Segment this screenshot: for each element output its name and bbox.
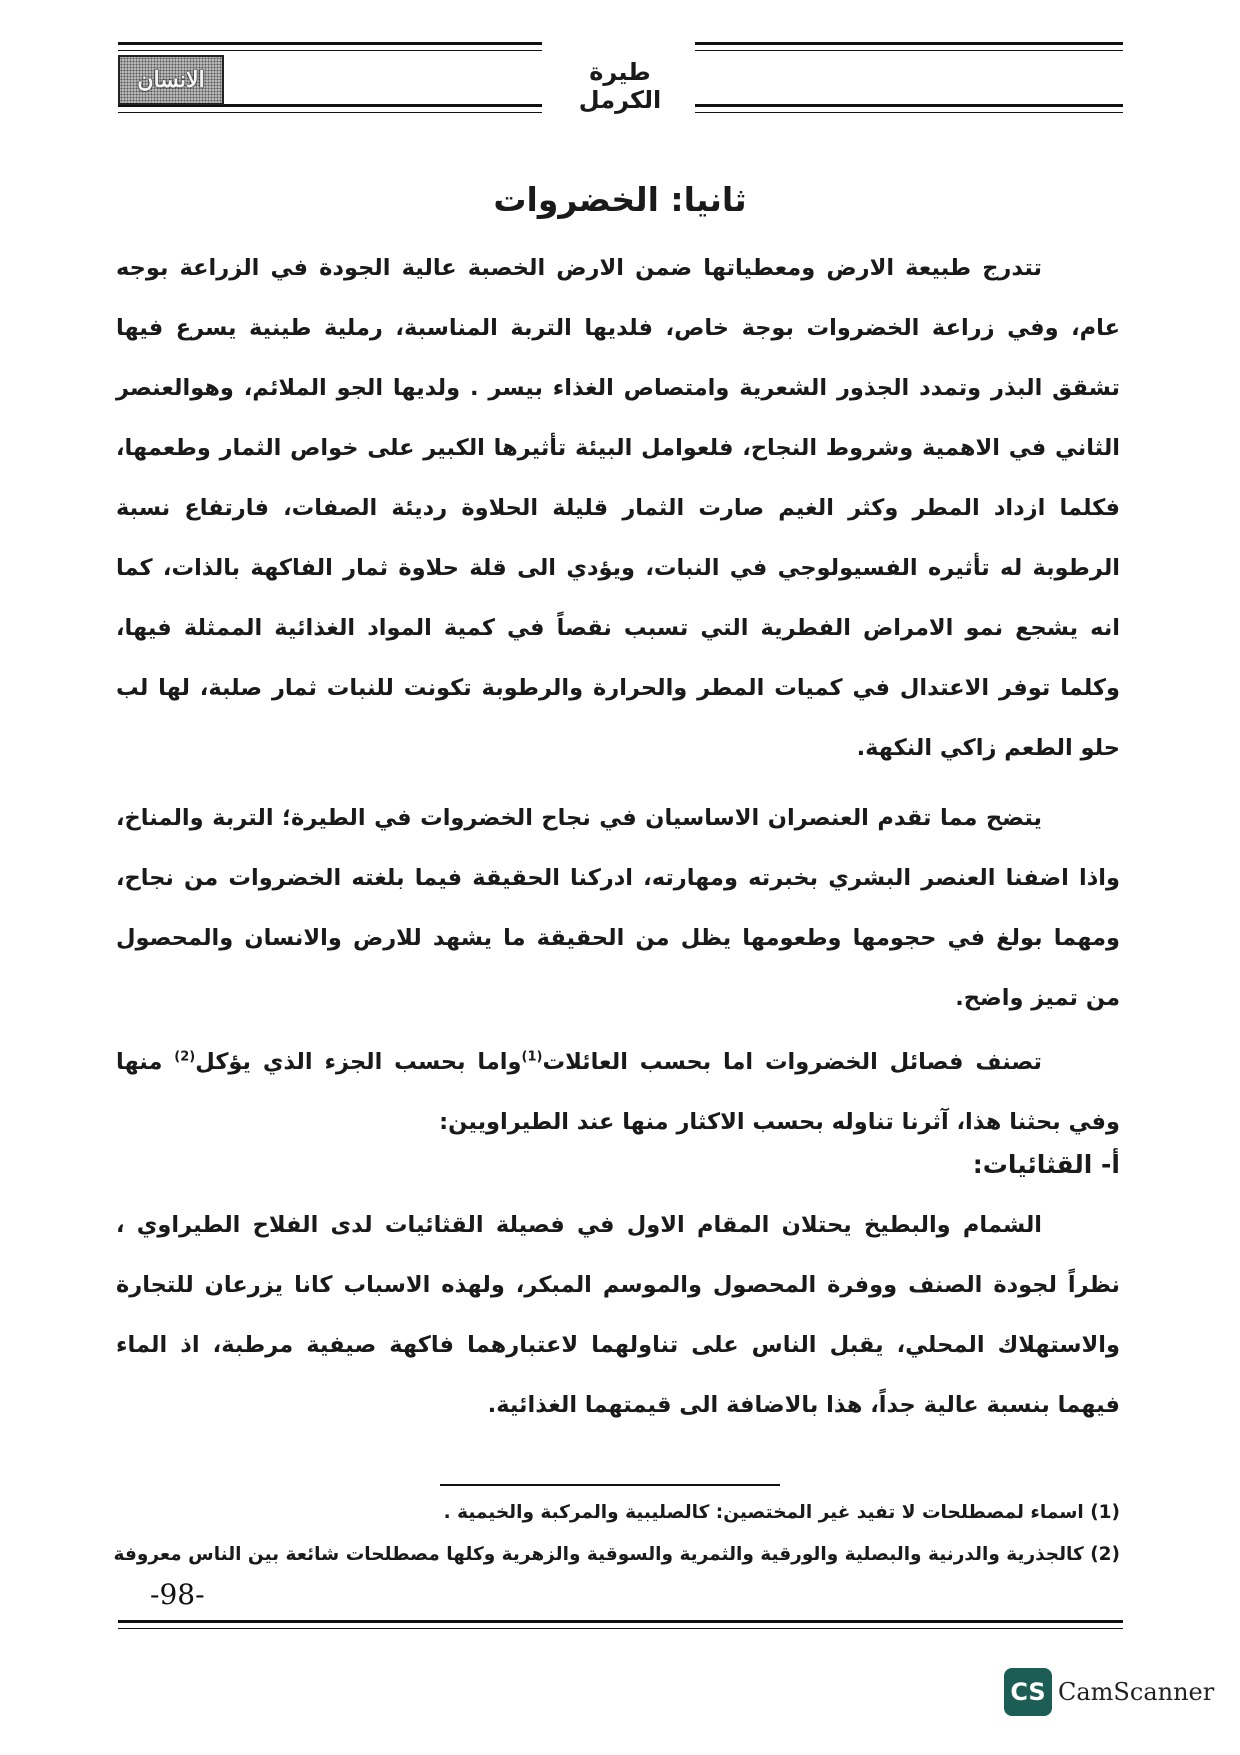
header-rule-right-bottom2 — [695, 112, 1123, 113]
page-number: -98- — [150, 1578, 205, 1611]
paragraph-3-part1: تصنف فصائل الخضروات اما بحسب العائلات — [542, 1049, 1042, 1075]
footnote-ref-2: (2) — [174, 1049, 196, 1065]
paragraph-3 — [116, 1032, 1120, 1152]
footnote-2: (2) كالجذرية والدرنية والبصلية والورقية والثمرية والسوقية والزهرية وكلها مصطلحات شائعة بين الناس معروفة — [113, 1544, 1120, 1565]
paragraph-1-text: تتدرج طبيعة الارض ومعطياتها ضمن الارض الخصبة عالية الجودة في الزراعة بوجه عام، وفي زراعة الخضروات بوجة خاص، فلديها التربة المناسبة، رملية طينية يسرع فيها تشقق البذر وتمدد الجذور الشعرية وامتصاص الغذاء بيسر . ولديها الجو الملائم، وهوالعنصر الثاني في الاهمية وشروط النجاح، فلعوامل البيئة تأثيرها الكبير على خواص الثمار وطعمها، فكلما ازداد المطر وكثر الغيم صارت الثمار قليلة الحلاوة رديئة الصفات، فارتفاع نسبة الرطوبة له تأثيره الفسيولوجي في النبات، ويؤدي الى قلة حلاوة ثمار الفاكهة بالذات، كما انه يشجع نمو الامراض الفطرية التي تسبب نقصاً في كمية المواد الغذائية الممثلة فيها، وكلما توفر الاعتدال في كميات المطر والحرارة والرطوبة تكونت للنبات ثمار صلبة، لها لب حلو الطعم زاكي النكهة. — [116, 255, 1120, 761]
header-rule-right-bottom — [695, 104, 1123, 107]
footer-rule-bottom — [118, 1628, 1123, 1629]
camscanner-logo-icon: CS — [1004, 1668, 1052, 1716]
header-rule-right-top — [695, 42, 1123, 45]
footer-rule-top — [118, 1620, 1123, 1623]
header-rule-right-mid — [695, 50, 1123, 51]
subheading-cucurbits: أ- القثائيات: — [972, 1150, 1120, 1179]
footnote-ref-1: (1) — [521, 1049, 543, 1065]
camscanner-watermark-text: CamScanner — [1058, 1678, 1215, 1706]
paragraph-3-part3: منها وفي بحثنا هذا، آثرنا تناوله بحسب الاكثار منها عند الطيراويين: — [116, 1049, 1120, 1135]
paragraph-2-text: يتضح مما تقدم العنصران الاساسيان في نجاح الخضروات في الطيرة؛ التربة والمناخ، واذا اضفنا العنصر البشري بخبرته ومهارته، ادركنا الحقيقة فيما بلغته الخضروات من نجاح، ومهما بولغ في حجومها وطعومها يظل من الحقيقة ما يشهد للارض والانسان والمحصول من تميز واضح. — [116, 805, 1120, 1011]
footnote-separator — [440, 1484, 780, 1486]
paragraph-1 — [116, 238, 1120, 778]
header-rule-left-mid — [118, 50, 542, 51]
header-rule-left-top — [118, 42, 542, 45]
header-rule-left-bottom2 — [118, 112, 542, 113]
paragraph-2 — [116, 788, 1120, 1028]
paragraph-3-part2: واما بحسب الجزء الذي يؤكل — [195, 1049, 522, 1075]
running-header-title: طيرة الكرمل — [578, 58, 662, 114]
header-badge: الانسان — [118, 55, 224, 105]
footnote-1: (1) اسماء لمصطلحات لا تفيد غير المختصين: كالصليبية والمركبة والخيمية . — [443, 1502, 1120, 1523]
paragraph-4 — [116, 1195, 1120, 1435]
section-title: ثانيا: الخضروات — [493, 180, 747, 219]
paragraph-4-text: الشمام والبطيخ يحتلان المقام الاول في فصيلة القثائيات لدى الفلاح الطيراوي ، نظراً لجودة الصنف ووفرة المحصول والموسم المبكر، ولهذه الاسباب كانا يزرعان للتجارة والاستهلاك المحلي، يقبل الناس على تناولهما لاعتبارهما فاكهة صيفية مرطبة، اذ الماء فيهما بنسبة عالية جداً، هذا بالاضافة الى قيمتهما الغذائية. — [116, 1212, 1120, 1418]
